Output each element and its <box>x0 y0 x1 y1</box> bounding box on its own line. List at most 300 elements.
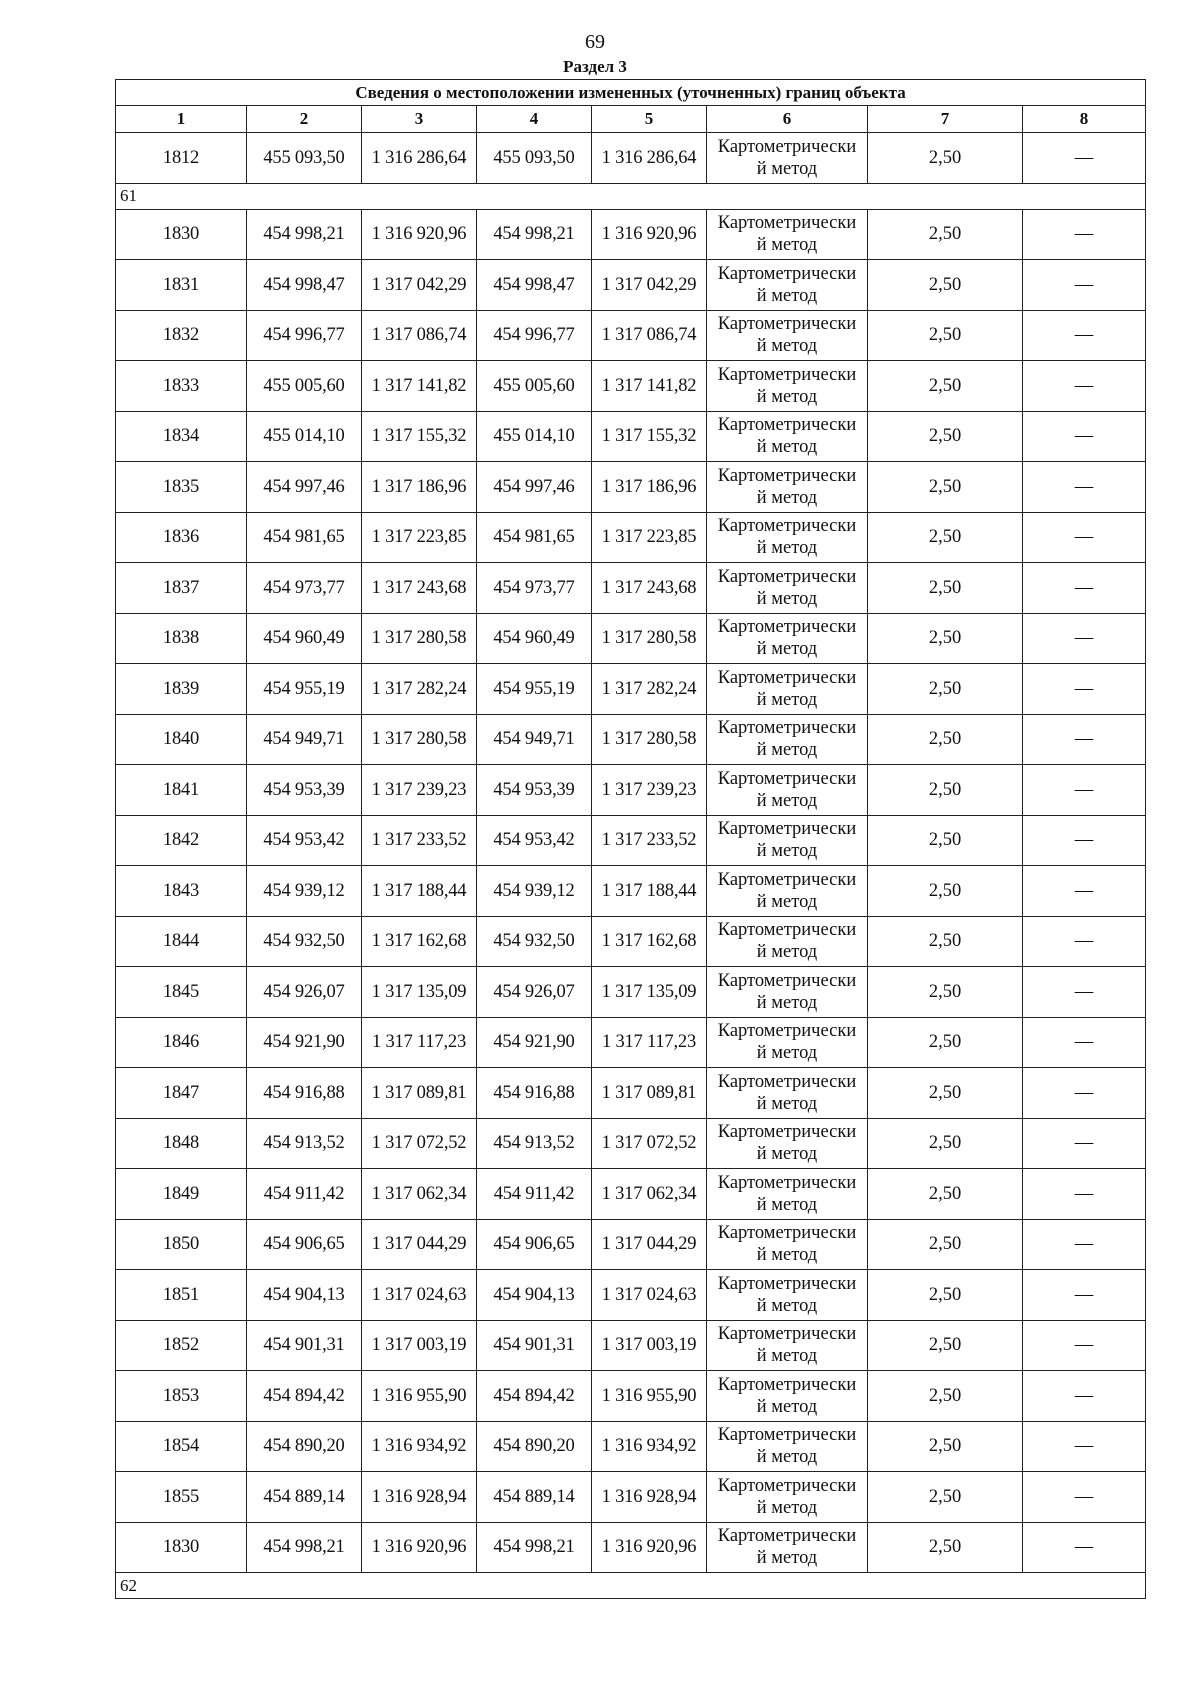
method-text-line-2: й метод <box>756 1295 818 1316</box>
method-text-line-1: Картометрически <box>717 314 857 335</box>
method-text-line-1: Картометрически <box>717 869 857 890</box>
x-coordinate-existing-cell: 454 998,21 <box>247 209 362 260</box>
method-text-line-1: Картометрически <box>717 1021 857 1042</box>
method-text-line-1: Картометрически <box>717 1526 857 1547</box>
x-coordinate-refined-cell: 454 889,14 <box>477 1472 592 1523</box>
method-cell <box>707 1270 868 1321</box>
y-coordinate-refined-cell: 1 317 243,68 <box>592 563 707 614</box>
y-coordinate-refined-cell: 1 316 920,96 <box>592 209 707 260</box>
note-cell: — <box>1023 1472 1146 1523</box>
point-number-cell: 1850 <box>116 1219 247 1270</box>
x-coordinate-existing-cell: 454 913,52 <box>247 1118 362 1169</box>
y-coordinate-existing-cell: 1 317 233,52 <box>362 815 477 866</box>
x-coordinate-refined-cell: 454 973,77 <box>477 563 592 614</box>
accuracy-cell: 2,50 <box>868 411 1023 462</box>
note-cell: — <box>1023 1118 1146 1169</box>
method-cell <box>707 1169 868 1220</box>
x-coordinate-existing-cell: 454 949,71 <box>247 714 362 765</box>
method-cell <box>707 310 868 361</box>
y-coordinate-existing-cell: 1 316 286,64 <box>362 133 477 184</box>
table-row <box>116 967 1146 1018</box>
y-coordinate-refined-cell: 1 317 162,68 <box>592 916 707 967</box>
y-coordinate-existing-cell: 1 316 920,96 <box>362 209 477 260</box>
note-cell: — <box>1023 1017 1146 1068</box>
x-coordinate-refined-cell: 454 949,71 <box>477 714 592 765</box>
method-cell <box>707 512 868 563</box>
column-number: 7 <box>868 106 1023 133</box>
table-row <box>116 361 1146 412</box>
y-coordinate-refined-cell: 1 316 955,90 <box>592 1371 707 1422</box>
note-cell: — <box>1023 1371 1146 1422</box>
x-coordinate-existing-cell: 454 916,88 <box>247 1068 362 1119</box>
method-text-line-1: Картометрически <box>717 516 857 537</box>
accuracy-cell: 2,50 <box>868 714 1023 765</box>
x-coordinate-existing-cell: 454 998,47 <box>247 260 362 311</box>
method-cell <box>707 967 868 1018</box>
accuracy-cell: 2,50 <box>868 1068 1023 1119</box>
method-cell <box>707 1219 868 1270</box>
method-text-line-2: й метод <box>756 386 818 407</box>
table-row <box>116 1017 1146 1068</box>
y-coordinate-refined-cell: 1 317 062,34 <box>592 1169 707 1220</box>
note-cell: — <box>1023 815 1146 866</box>
x-coordinate-refined-cell: 454 955,19 <box>477 664 592 715</box>
y-coordinate-existing-cell: 1 317 155,32 <box>362 411 477 462</box>
y-coordinate-existing-cell: 1 316 928,94 <box>362 1472 477 1523</box>
method-text-line-2: й метод <box>756 992 818 1013</box>
y-coordinate-existing-cell: 1 317 003,19 <box>362 1320 477 1371</box>
method-cell <box>707 1371 868 1422</box>
note-cell: — <box>1023 462 1146 513</box>
x-coordinate-existing-cell: 454 921,90 <box>247 1017 362 1068</box>
column-number: 3 <box>362 106 477 133</box>
boundary-coordinates-table <box>115 79 1146 1599</box>
x-coordinate-existing-cell: 454 973,77 <box>247 563 362 614</box>
point-number-cell: 1844 <box>116 916 247 967</box>
table-row <box>116 260 1146 311</box>
accuracy-cell: 2,50 <box>868 664 1023 715</box>
method-text-line-2: й метод <box>756 235 818 256</box>
table-row <box>116 310 1146 361</box>
x-coordinate-existing-cell: 454 894,42 <box>247 1371 362 1422</box>
method-cell <box>707 260 868 311</box>
table-row <box>116 664 1146 715</box>
x-coordinate-existing-cell: 455 014,10 <box>247 411 362 462</box>
note-cell: — <box>1023 361 1146 412</box>
column-number-row <box>116 106 1146 133</box>
method-text-line-1: Картометрически <box>717 718 857 739</box>
accuracy-cell: 2,50 <box>868 1320 1023 1371</box>
method-cell <box>707 1118 868 1169</box>
page-number: 69 <box>585 31 605 53</box>
method-text-line-2: й метод <box>756 891 818 912</box>
table-row <box>116 209 1146 260</box>
y-coordinate-existing-cell: 1 317 062,34 <box>362 1169 477 1220</box>
method-text-line-2: й метод <box>756 1548 818 1569</box>
note-cell: — <box>1023 967 1146 1018</box>
y-coordinate-existing-cell: 1 317 243,68 <box>362 563 477 614</box>
y-coordinate-refined-cell: 1 317 280,58 <box>592 714 707 765</box>
note-cell: — <box>1023 664 1146 715</box>
x-coordinate-refined-cell: 454 932,50 <box>477 916 592 967</box>
y-coordinate-refined-cell: 1 317 003,19 <box>592 1320 707 1371</box>
method-text-line-1: Картометрически <box>717 819 857 840</box>
note-cell: — <box>1023 1522 1146 1573</box>
note-cell: — <box>1023 563 1146 614</box>
column-number: 4 <box>477 106 592 133</box>
y-coordinate-existing-cell: 1 317 135,09 <box>362 967 477 1018</box>
column-number: 5 <box>592 106 707 133</box>
method-text-line-1: Картометрически <box>717 566 857 587</box>
y-coordinate-refined-cell: 1 317 072,52 <box>592 1118 707 1169</box>
table-row <box>116 1472 1146 1523</box>
y-coordinate-refined-cell: 1 317 233,52 <box>592 815 707 866</box>
y-coordinate-refined-cell: 1 317 188,44 <box>592 866 707 917</box>
method-cell <box>707 714 868 765</box>
point-number-cell: 1853 <box>116 1371 247 1422</box>
accuracy-cell: 2,50 <box>868 260 1023 311</box>
method-cell <box>707 815 868 866</box>
point-number-cell: 1812 <box>116 133 247 184</box>
y-coordinate-existing-cell: 1 317 186,96 <box>362 462 477 513</box>
accuracy-cell: 2,50 <box>868 613 1023 664</box>
method-text-line-2: й метод <box>756 588 818 609</box>
table-caption-row <box>116 80 1146 106</box>
x-coordinate-refined-cell: 454 911,42 <box>477 1169 592 1220</box>
method-text-line-1: Картометрически <box>717 465 857 486</box>
table-row <box>116 1270 1146 1321</box>
y-coordinate-existing-cell: 1 316 934,92 <box>362 1421 477 1472</box>
x-coordinate-refined-cell: 455 093,50 <box>477 133 592 184</box>
point-number-cell: 1852 <box>116 1320 247 1371</box>
y-coordinate-existing-cell: 1 317 280,58 <box>362 714 477 765</box>
y-coordinate-existing-cell: 1 317 282,24 <box>362 664 477 715</box>
contour-label-row <box>116 183 1146 209</box>
method-text-line-1: Картометрически <box>717 1324 857 1345</box>
x-coordinate-existing-cell: 454 889,14 <box>247 1472 362 1523</box>
point-number-cell: 1848 <box>116 1118 247 1169</box>
y-coordinate-existing-cell: 1 317 162,68 <box>362 916 477 967</box>
accuracy-cell: 2,50 <box>868 133 1023 184</box>
x-coordinate-refined-cell: 455 005,60 <box>477 361 592 412</box>
x-coordinate-refined-cell: 454 998,47 <box>477 260 592 311</box>
x-coordinate-refined-cell: 454 921,90 <box>477 1017 592 1068</box>
y-coordinate-refined-cell: 1 317 135,09 <box>592 967 707 1018</box>
method-text-line-2: й метод <box>756 487 818 508</box>
point-number-cell: 1838 <box>116 613 247 664</box>
method-text-line-2: й метод <box>756 437 818 458</box>
point-number-cell: 1846 <box>116 1017 247 1068</box>
table-row <box>116 1169 1146 1220</box>
y-coordinate-refined-cell: 1 317 086,74 <box>592 310 707 361</box>
column-number: 2 <box>247 106 362 133</box>
y-coordinate-existing-cell: 1 317 223,85 <box>362 512 477 563</box>
x-coordinate-refined-cell: 454 904,13 <box>477 1270 592 1321</box>
method-text-line-2: й метод <box>756 158 818 179</box>
contour-label: 62 <box>116 1573 1146 1599</box>
table-row <box>116 1371 1146 1422</box>
method-text-line-1: Картометрически <box>717 1475 857 1496</box>
table-row <box>116 1421 1146 1472</box>
method-text-line-2: й метод <box>756 790 818 811</box>
accuracy-cell: 2,50 <box>868 209 1023 260</box>
point-number-cell: 1832 <box>116 310 247 361</box>
method-text-line-1: Картометрически <box>717 1223 857 1244</box>
table-row <box>116 1219 1146 1270</box>
x-coordinate-existing-cell: 454 939,12 <box>247 866 362 917</box>
y-coordinate-existing-cell: 1 316 920,96 <box>362 1522 477 1573</box>
x-coordinate-refined-cell: 455 014,10 <box>477 411 592 462</box>
accuracy-cell: 2,50 <box>868 866 1023 917</box>
table-row <box>116 765 1146 816</box>
note-cell: — <box>1023 714 1146 765</box>
x-coordinate-existing-cell: 454 911,42 <box>247 1169 362 1220</box>
x-coordinate-refined-cell: 454 953,39 <box>477 765 592 816</box>
method-cell <box>707 613 868 664</box>
point-number-cell: 1841 <box>116 765 247 816</box>
accuracy-cell: 2,50 <box>868 1472 1023 1523</box>
point-number-cell: 1830 <box>116 1522 247 1573</box>
method-text-line-2: й метод <box>756 285 818 306</box>
method-text-line-2: й метод <box>756 1396 818 1417</box>
y-coordinate-existing-cell: 1 317 072,52 <box>362 1118 477 1169</box>
x-coordinate-refined-cell: 454 901,31 <box>477 1320 592 1371</box>
method-text-line-1: Картометрически <box>717 263 857 284</box>
method-cell <box>707 765 868 816</box>
y-coordinate-refined-cell: 1 316 928,94 <box>592 1472 707 1523</box>
method-text-line-2: й метод <box>756 942 818 963</box>
note-cell: — <box>1023 260 1146 311</box>
note-cell: — <box>1023 1421 1146 1472</box>
column-number: 6 <box>707 106 868 133</box>
accuracy-cell: 2,50 <box>868 1118 1023 1169</box>
method-text-line-1: Картометрически <box>717 768 857 789</box>
x-coordinate-refined-cell: 454 890,20 <box>477 1421 592 1472</box>
accuracy-cell: 2,50 <box>868 1169 1023 1220</box>
accuracy-cell: 2,50 <box>868 916 1023 967</box>
method-text-line-2: й метод <box>756 841 818 862</box>
method-text-line-2: й метод <box>756 639 818 660</box>
y-coordinate-refined-cell: 1 317 042,29 <box>592 260 707 311</box>
x-coordinate-refined-cell: 454 913,52 <box>477 1118 592 1169</box>
y-coordinate-existing-cell: 1 317 280,58 <box>362 613 477 664</box>
method-text-line-1: Картометрически <box>717 415 857 436</box>
method-text-line-2: й метод <box>756 1043 818 1064</box>
y-coordinate-existing-cell: 1 317 086,74 <box>362 310 477 361</box>
note-cell: — <box>1023 512 1146 563</box>
point-number-cell: 1837 <box>116 563 247 614</box>
method-text-line-2: й метод <box>756 689 818 710</box>
x-coordinate-refined-cell: 454 960,49 <box>477 613 592 664</box>
point-number-cell: 1842 <box>116 815 247 866</box>
accuracy-cell: 2,50 <box>868 1270 1023 1321</box>
method-text-line-2: й метод <box>756 740 818 761</box>
table-row <box>116 916 1146 967</box>
table-row <box>116 512 1146 563</box>
column-number: 8 <box>1023 106 1146 133</box>
note-cell: — <box>1023 765 1146 816</box>
point-number-cell: 1834 <box>116 411 247 462</box>
note-cell: — <box>1023 310 1146 361</box>
note-cell: — <box>1023 613 1146 664</box>
y-coordinate-existing-cell: 1 317 042,29 <box>362 260 477 311</box>
table-row <box>116 1522 1146 1573</box>
point-number-cell: 1840 <box>116 714 247 765</box>
x-coordinate-refined-cell: 454 926,07 <box>477 967 592 1018</box>
point-number-cell: 1851 <box>116 1270 247 1321</box>
y-coordinate-refined-cell: 1 317 117,23 <box>592 1017 707 1068</box>
note-cell: — <box>1023 1169 1146 1220</box>
method-text-line-2: й метод <box>756 1497 818 1518</box>
table-row <box>116 1118 1146 1169</box>
method-text-line-2: й метод <box>756 1346 818 1367</box>
y-coordinate-existing-cell: 1 317 044,29 <box>362 1219 477 1270</box>
table-body <box>116 80 1146 1599</box>
method-cell <box>707 1017 868 1068</box>
table-row <box>116 1068 1146 1119</box>
y-coordinate-existing-cell: 1 317 024,63 <box>362 1270 477 1321</box>
table-row <box>116 462 1146 513</box>
method-text-line-1: Картометрически <box>717 1071 857 1092</box>
x-coordinate-refined-cell: 454 916,88 <box>477 1068 592 1119</box>
note-cell: — <box>1023 1270 1146 1321</box>
x-coordinate-refined-cell: 454 996,77 <box>477 310 592 361</box>
accuracy-cell: 2,50 <box>868 1219 1023 1270</box>
y-coordinate-existing-cell: 1 317 089,81 <box>362 1068 477 1119</box>
table-row <box>116 563 1146 614</box>
table-row <box>116 714 1146 765</box>
y-coordinate-refined-cell: 1 317 044,29 <box>592 1219 707 1270</box>
point-number-cell: 1835 <box>116 462 247 513</box>
note-cell: — <box>1023 133 1146 184</box>
x-coordinate-refined-cell: 454 894,42 <box>477 1371 592 1422</box>
table-caption: Сведения о местоположении измененных (уточненных) границ объекта <box>116 80 1146 106</box>
point-number-cell: 1836 <box>116 512 247 563</box>
accuracy-cell: 2,50 <box>868 1421 1023 1472</box>
x-coordinate-existing-cell: 454 890,20 <box>247 1421 362 1472</box>
table-row <box>116 866 1146 917</box>
method-text-line-1: Картометрически <box>717 364 857 385</box>
x-coordinate-existing-cell: 454 953,39 <box>247 765 362 816</box>
note-cell: — <box>1023 1219 1146 1270</box>
accuracy-cell: 2,50 <box>868 1522 1023 1573</box>
x-coordinate-existing-cell: 454 981,65 <box>247 512 362 563</box>
y-coordinate-existing-cell: 1 317 141,82 <box>362 361 477 412</box>
accuracy-cell: 2,50 <box>868 815 1023 866</box>
y-coordinate-existing-cell: 1 316 955,90 <box>362 1371 477 1422</box>
accuracy-cell: 2,50 <box>868 1017 1023 1068</box>
y-coordinate-refined-cell: 1 317 280,58 <box>592 613 707 664</box>
y-coordinate-existing-cell: 1 317 188,44 <box>362 866 477 917</box>
method-text-line-1: Картометрически <box>717 136 857 157</box>
table-row <box>116 133 1146 184</box>
table-row <box>116 613 1146 664</box>
point-number-cell: 1833 <box>116 361 247 412</box>
method-text-line-1: Картометрически <box>717 617 857 638</box>
x-coordinate-refined-cell: 454 998,21 <box>477 1522 592 1573</box>
method-cell <box>707 133 868 184</box>
x-coordinate-existing-cell: 454 926,07 <box>247 967 362 1018</box>
note-cell: — <box>1023 866 1146 917</box>
accuracy-cell: 2,50 <box>868 967 1023 1018</box>
x-coordinate-existing-cell: 454 932,50 <box>247 916 362 967</box>
y-coordinate-existing-cell: 1 317 117,23 <box>362 1017 477 1068</box>
x-coordinate-existing-cell: 454 904,13 <box>247 1270 362 1321</box>
method-text-line-1: Картометрически <box>717 1425 857 1446</box>
x-coordinate-refined-cell: 454 939,12 <box>477 866 592 917</box>
method-text-line-1: Картометрически <box>717 1122 857 1143</box>
method-text-line-2: й метод <box>756 538 818 559</box>
y-coordinate-refined-cell: 1 316 920,96 <box>592 1522 707 1573</box>
y-coordinate-refined-cell: 1 317 024,63 <box>592 1270 707 1321</box>
note-cell: — <box>1023 1068 1146 1119</box>
note-cell: — <box>1023 411 1146 462</box>
method-cell <box>707 563 868 614</box>
accuracy-cell: 2,50 <box>868 310 1023 361</box>
note-cell: — <box>1023 209 1146 260</box>
point-number-cell: 1855 <box>116 1472 247 1523</box>
y-coordinate-refined-cell: 1 317 282,24 <box>592 664 707 715</box>
y-coordinate-refined-cell: 1 316 934,92 <box>592 1421 707 1472</box>
method-text-line-2: й метод <box>756 1245 818 1266</box>
method-cell <box>707 866 868 917</box>
y-coordinate-refined-cell: 1 317 186,96 <box>592 462 707 513</box>
method-text-line-1: Картометрически <box>717 920 857 941</box>
x-coordinate-existing-cell: 455 005,60 <box>247 361 362 412</box>
x-coordinate-existing-cell: 454 996,77 <box>247 310 362 361</box>
x-coordinate-existing-cell: 454 906,65 <box>247 1219 362 1270</box>
y-coordinate-refined-cell: 1 317 223,85 <box>592 512 707 563</box>
accuracy-cell: 2,50 <box>868 512 1023 563</box>
table-row <box>116 1320 1146 1371</box>
method-cell <box>707 916 868 967</box>
x-coordinate-refined-cell: 454 953,42 <box>477 815 592 866</box>
accuracy-cell: 2,50 <box>868 563 1023 614</box>
method-cell <box>707 1472 868 1523</box>
column-number: 1 <box>116 106 247 133</box>
y-coordinate-refined-cell: 1 317 141,82 <box>592 361 707 412</box>
y-coordinate-refined-cell: 1 317 089,81 <box>592 1068 707 1119</box>
method-text-line-1: Картометрически <box>717 213 857 234</box>
section-title: Раздел 3 <box>563 57 627 76</box>
y-coordinate-refined-cell: 1 317 239,23 <box>592 765 707 816</box>
method-text-line-1: Картометрически <box>717 667 857 688</box>
method-cell <box>707 209 868 260</box>
x-coordinate-existing-cell: 454 960,49 <box>247 613 362 664</box>
x-coordinate-existing-cell: 454 953,42 <box>247 815 362 866</box>
method-text-line-1: Картометрически <box>717 1273 857 1294</box>
method-text-line-2: й метод <box>756 336 818 357</box>
contour-label-row <box>116 1573 1146 1599</box>
method-text-line-1: Картометрически <box>717 1374 857 1395</box>
accuracy-cell: 2,50 <box>868 462 1023 513</box>
x-coordinate-refined-cell: 454 906,65 <box>477 1219 592 1270</box>
y-coordinate-refined-cell: 1 316 286,64 <box>592 133 707 184</box>
x-coordinate-existing-cell: 454 998,21 <box>247 1522 362 1573</box>
x-coordinate-refined-cell: 454 997,46 <box>477 462 592 513</box>
point-number-cell: 1849 <box>116 1169 247 1220</box>
method-cell <box>707 462 868 513</box>
point-number-cell: 1831 <box>116 260 247 311</box>
note-cell: — <box>1023 916 1146 967</box>
note-cell: — <box>1023 1320 1146 1371</box>
point-number-cell: 1854 <box>116 1421 247 1472</box>
table-row <box>116 411 1146 462</box>
x-coordinate-existing-cell: 455 093,50 <box>247 133 362 184</box>
method-cell <box>707 1068 868 1119</box>
x-coordinate-refined-cell: 454 981,65 <box>477 512 592 563</box>
table-row <box>116 815 1146 866</box>
